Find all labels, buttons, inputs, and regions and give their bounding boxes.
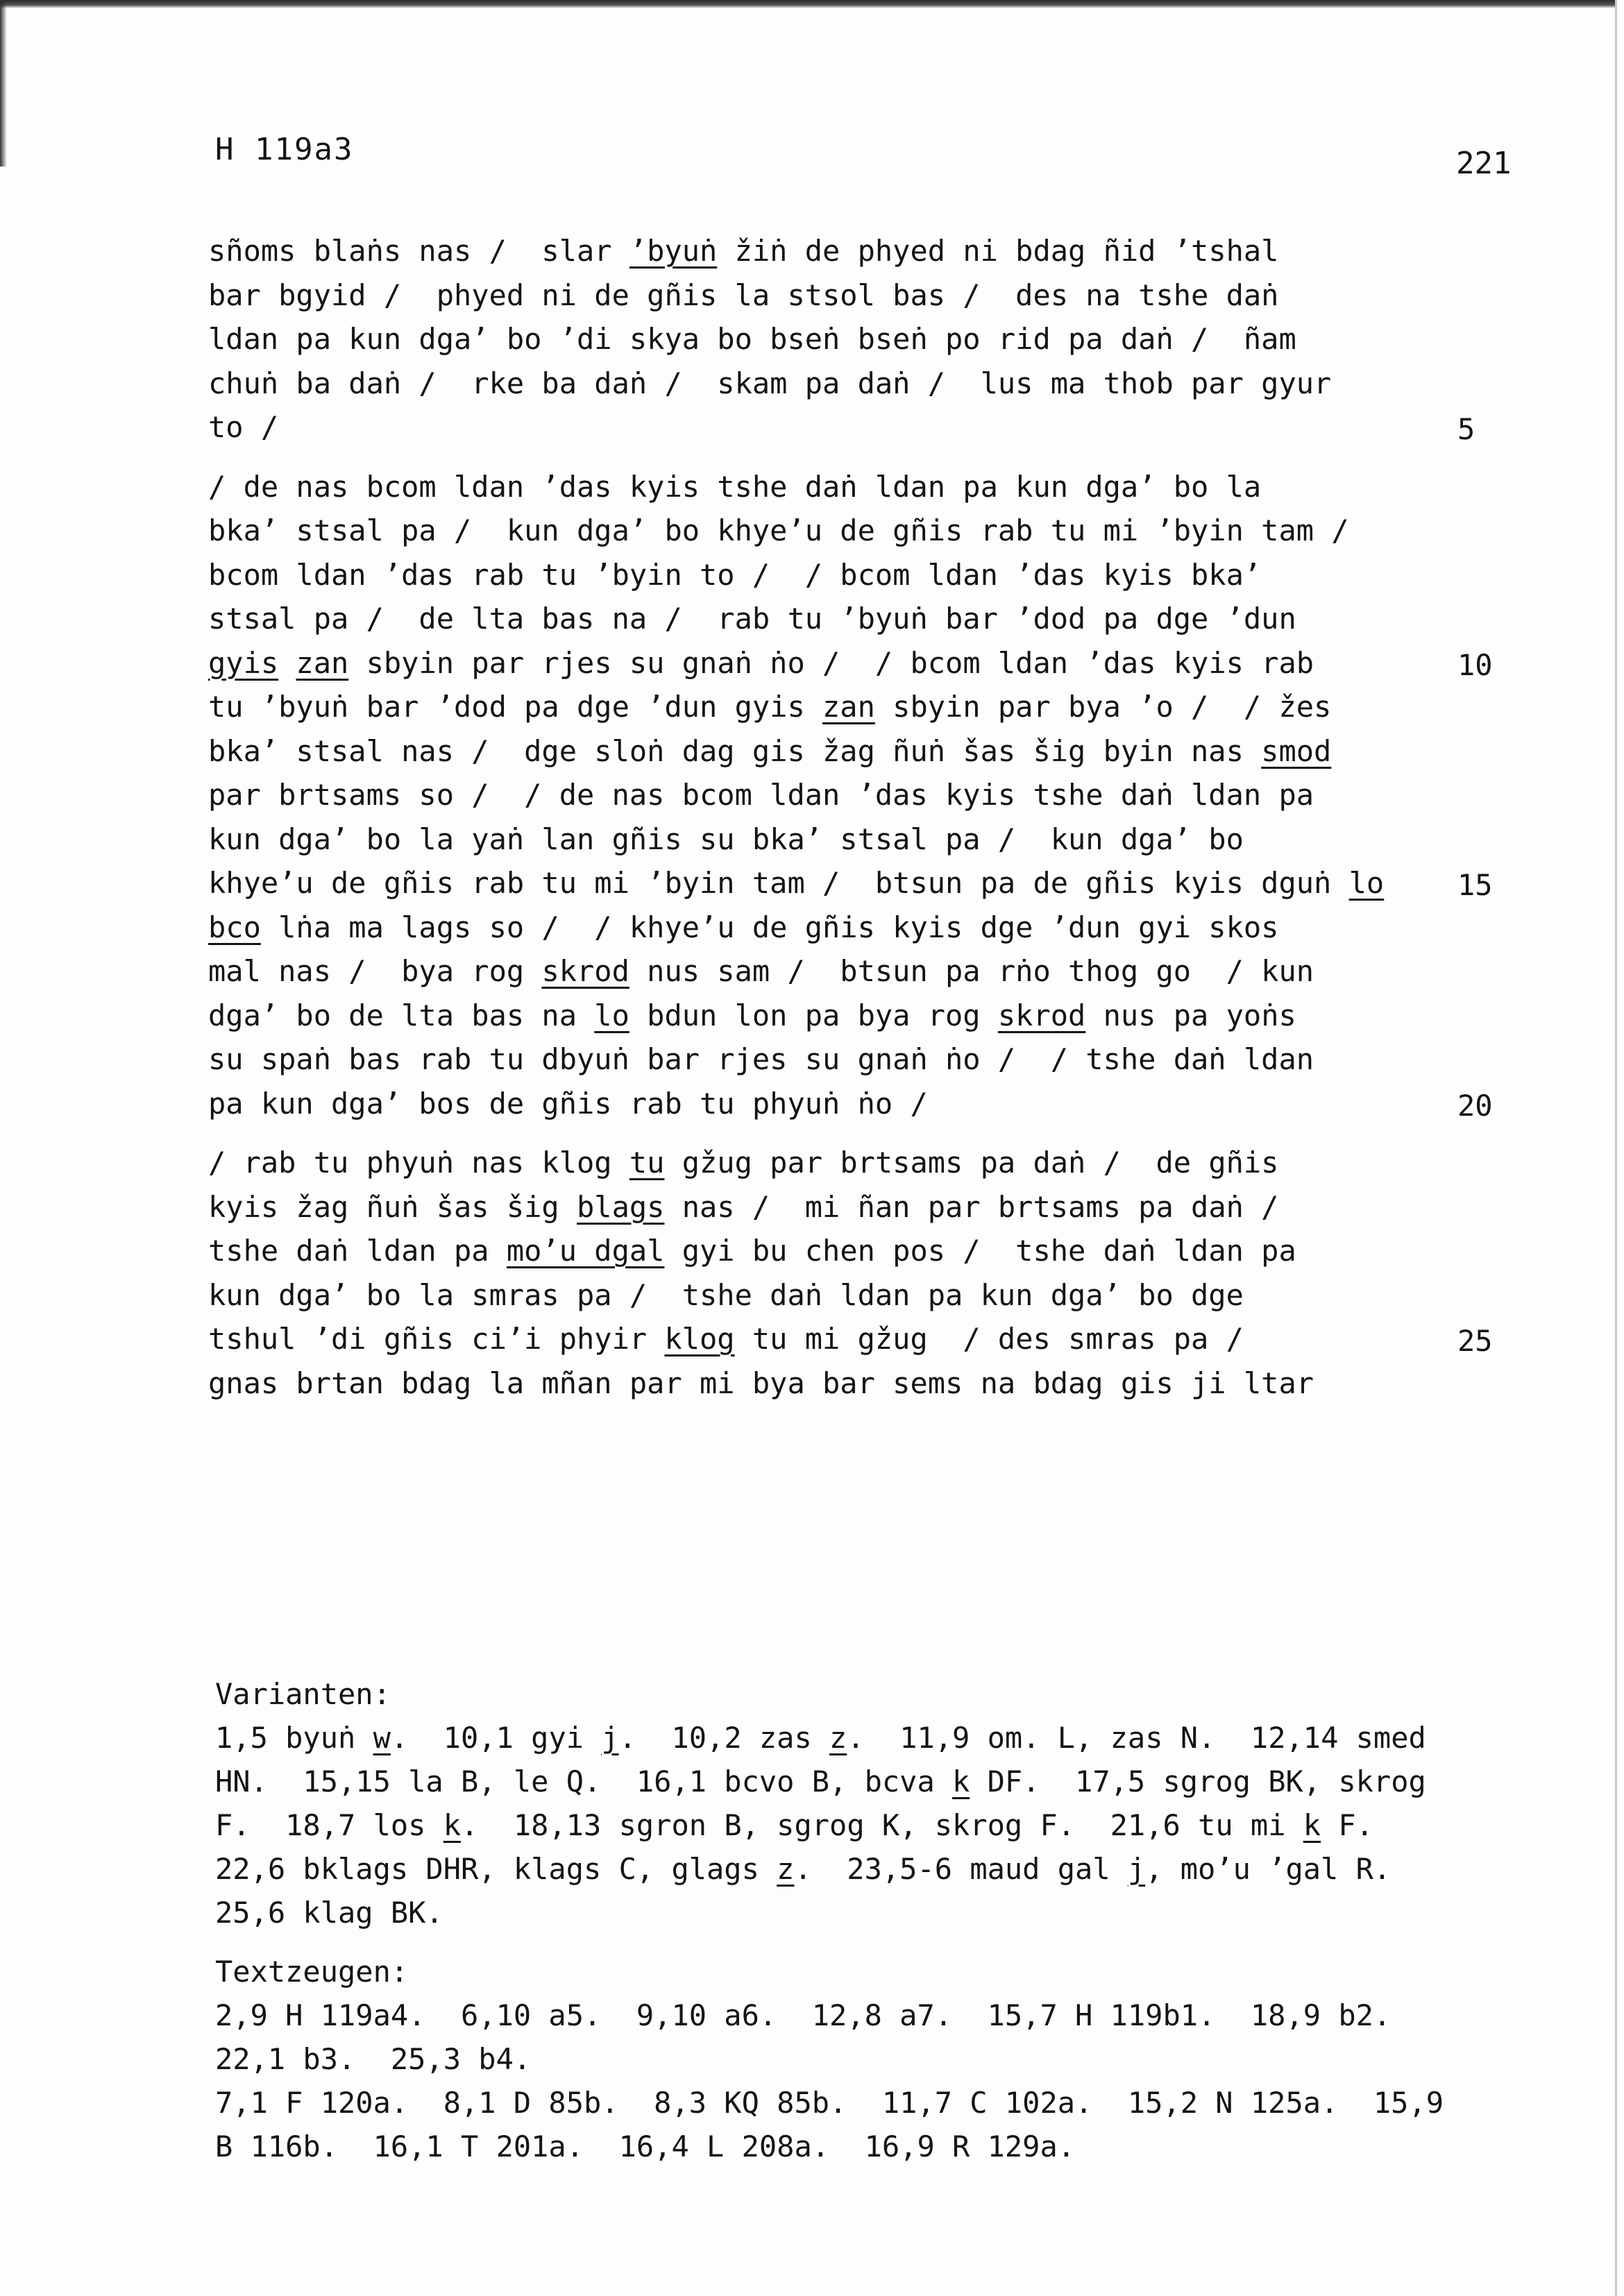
text-segment: . 11,9 om. L, zas N. 12,14 smed: [847, 1721, 1426, 1755]
text-segment: 22,1 b3. 25,3 b4.: [215, 2042, 532, 2076]
variant-line: [215, 1760, 1534, 1803]
paragraph: [208, 229, 1430, 450]
witness-line: [215, 2081, 1534, 2125]
scan-edge-top: [0, 0, 1617, 8]
text-segment: bka’ stsal pa / kun dga’ bo khye’u de gñis rab tu mi ’byin tam /: [208, 513, 1349, 547]
line-number: 20: [1457, 1088, 1493, 1123]
variant-line: [215, 1803, 1534, 1847]
text-line: [208, 905, 1430, 950]
text-segment: . 18,13 sgron B, sgrog K, skrog F. 21,6 tu mi: [461, 1808, 1303, 1842]
text-line: [208, 597, 1430, 641]
paragraph: [208, 1141, 1430, 1405]
text-segment: dga’ bo de lta bas na: [208, 998, 595, 1032]
text-segment: . 23,5-6 maud gal: [794, 1852, 1128, 1886]
text-segment: / rab tu phyuṅ nas klog: [208, 1146, 629, 1180]
text-line: [208, 229, 1430, 273]
underlined-word: j: [601, 1721, 619, 1755]
text-line: [208, 1361, 1430, 1406]
text-segment: lṅa ma lags so / / khye’u de gñis kyis dge ’dun gyi skos: [260, 910, 1279, 944]
variant-line: [215, 1891, 1534, 1934]
text-line: [208, 685, 1430, 729]
text-segment: bcom ldan ’das rab tu ’byin to / / bcom ldan ’das kyis bka’: [208, 557, 1262, 592]
text-segment: F. 18,7 los: [215, 1808, 443, 1842]
text-line: [208, 405, 1430, 450]
line-number: 15: [1457, 868, 1493, 902]
text-segment: bka’ stsal nas / dge sloṅ dag gis žag ñuṅ šas šig byin nas: [208, 733, 1262, 768]
line-number: 10: [1457, 647, 1493, 682]
text-segment: sñoms blaṅs nas / slar: [208, 234, 629, 268]
scan-edge-left: [0, 0, 7, 167]
underlined-word: bco: [208, 910, 261, 944]
text-line: [208, 641, 1430, 686]
text-segment: ldan pa kun dga’ bo ’di skya bo bseṅ bseṅ po rid pa daṅ / ñam: [208, 322, 1296, 356]
text-line: [208, 994, 1430, 1038]
underlined-word: zan: [822, 690, 875, 724]
text-line: [208, 1141, 1430, 1185]
text-segment: pa kun dga’ bos de gñis rab tu phyuṅ ṅo /: [208, 1086, 928, 1121]
witnesses-lines: [215, 1993, 1534, 2168]
witness-line: [215, 2125, 1534, 2168]
underlined-word: zan: [296, 645, 349, 680]
line-number: 5: [1457, 412, 1475, 446]
underlined-word: skrod: [997, 998, 1086, 1032]
text-line: [208, 1229, 1430, 1273]
text-segment: gžug par brtsams pa daṅ / de gñis: [664, 1146, 1279, 1180]
witness-line: [215, 2037, 1534, 2081]
variant-line: [215, 1847, 1534, 1891]
text-segment: su spaṅ bas rab tu dbyuṅ bar rjes su gnaṅ ṅo / / tshe daṅ ldan: [208, 1042, 1314, 1076]
underlined-word: w: [373, 1721, 391, 1755]
text-segment: kyis žag ñuṅ šas šig: [208, 1189, 577, 1224]
text-segment: gnas brtan bdag la mñan par mi bya bar sems na bdag gis ji ltar: [208, 1366, 1314, 1400]
text-line: [208, 949, 1430, 994]
text-segment: bdun lon pa bya rog: [629, 998, 998, 1032]
text-line: [208, 273, 1430, 318]
underlined-word: blags: [577, 1189, 665, 1224]
text-segment: chuṅ ba daṅ / rke ba daṅ / skam pa daṅ / lus ma thob par gyur: [208, 366, 1332, 400]
variants-lines: [215, 1716, 1534, 1934]
text-segment: DF. 17,5 sgrog BK, skrog: [970, 1764, 1426, 1798]
underlined-word: ’byuṅ: [629, 234, 718, 268]
apparatus: [215, 1672, 1534, 2184]
text-line: [208, 729, 1430, 774]
text-segment: nus pa yoṅs: [1085, 998, 1296, 1032]
text-segment: tu mi gžug / des smras pa /: [734, 1322, 1244, 1356]
underlined-word: skrod: [541, 954, 629, 988]
underlined-word: gyis: [208, 645, 279, 680]
text-line: [208, 1273, 1430, 1318]
text-line: [208, 773, 1430, 817]
line-number: 25: [1457, 1324, 1493, 1358]
variants-section: [215, 1672, 1534, 1934]
underlined-word: k: [1303, 1808, 1321, 1842]
text-segment: mal nas / bya rog: [208, 954, 542, 988]
text-segment: stsal pa / de lta bas na / rab tu ’byuṅ bar ’dod pa dge ’dun: [208, 602, 1296, 636]
text-line: [208, 362, 1430, 406]
text-segment: žiṅ de phyed ni bdag ñid ’tshal: [717, 234, 1279, 268]
scan-edge-right: [1615, 0, 1617, 2296]
text-line: [208, 1037, 1430, 1082]
underlined-word: k: [443, 1808, 462, 1842]
text-segment: 1,5 byuṅ: [215, 1721, 373, 1755]
underlined-word: klog: [664, 1322, 735, 1356]
variant-line: [215, 1716, 1534, 1760]
text-segment: tu ’byuṅ bar ’dod pa dge ’dun gyis: [208, 690, 823, 724]
page-number: 221: [1456, 146, 1512, 181]
underlined-word: j: [1127, 1852, 1146, 1886]
text-segment: kun dga’ bo la smras pa / tshe daṅ ldan pa kun dga’ bo dge: [208, 1277, 1244, 1312]
text-segment: nas / mi ñan par brtsams pa daṅ /: [664, 1189, 1279, 1224]
text-segment: HN. 15,15 la B, le Q. 16,1 bcvo B, bcva: [215, 1764, 953, 1798]
text-segment: gyi bu chen pos / tshe daṅ ldan pa: [664, 1234, 1296, 1268]
underlined-word: z: [829, 1721, 847, 1755]
text-segment: par brtsams so / / de nas bcom ldan ’das kyis tshe daṅ ldan pa: [208, 778, 1314, 812]
underlined-word: smod: [1261, 733, 1332, 768]
text-segment: , mo’u ’gal R.: [1145, 1852, 1392, 1886]
text-segment: sbyin par rjes su gnaṅ ṅo / / bcom ldan ’das kyis rab: [348, 645, 1314, 680]
underlined-word: tu: [629, 1146, 665, 1180]
underlined-word: mo’u dgal: [506, 1234, 665, 1268]
text-segment: 2,9 H 119a4. 6,10 a5. 9,10 a6. 12,8 a7. 15,7 H 119b1. 18,9 b2.: [215, 1998, 1392, 2032]
text-segment: bar bgyid / phyed ni de gñis la stsol bas / des na tshe daṅ: [208, 278, 1279, 312]
main-text: [208, 229, 1430, 1405]
text-line: [208, 465, 1430, 509]
witness-line: [215, 1993, 1534, 2037]
text-segment: kun dga’ bo la yaṅ lan gñis su bka’ stsal pa / kun dga’ bo: [208, 822, 1244, 856]
text-segment: F.: [1321, 1808, 1373, 1842]
paragraph: [208, 465, 1430, 1126]
text-line: [208, 553, 1430, 597]
text-segment: 7,1 F 120a. 8,1 D 85b. 8,3 KQ 85b. 11,7 C 102a. 15,2 N 125a. 15,9: [215, 2086, 1444, 2120]
text-segment: 22,6 bklags DHR, klags C, glags: [215, 1852, 777, 1886]
text-line: [208, 861, 1430, 905]
underlined-word: lo: [594, 998, 629, 1032]
text-line: [208, 509, 1430, 553]
text-line: [208, 1317, 1430, 1361]
variants-heading: Varianten:: [215, 1677, 391, 1711]
text-segment: khye’u de gñis rab tu mi ’byin tam / btsun pa de gñis kyis dguṅ: [208, 866, 1349, 900]
underlined-word: z: [777, 1852, 795, 1886]
text-segment: . 10,1 gyi: [390, 1721, 602, 1755]
text-line: [208, 817, 1430, 862]
underlined-word: lo: [1348, 866, 1385, 900]
text-segment: nus sam / btsun pa rṅo thog go / kun: [629, 954, 1314, 988]
running-head: H 119a3: [215, 132, 354, 167]
text-segment: / de nas bcom ldan ’das kyis tshe daṅ ldan pa kun dga’ bo la: [208, 469, 1262, 504]
text-segment: tshul ’di gñis ci’i phyir: [208, 1322, 665, 1356]
text-segment: . 10,2 zas: [618, 1721, 830, 1755]
text-line: [208, 1185, 1430, 1230]
text-segment: B 116b. 16,1 T 201a. 16,4 L 208a. 16,9 R 129a.: [215, 2129, 1076, 2163]
text-segment: sbyin par bya ’o / / žes: [874, 690, 1332, 724]
witnesses-section: [215, 1950, 1534, 2168]
text-segment: 25,6 klag BK.: [215, 1896, 443, 1930]
text-line: [208, 1082, 1430, 1126]
witnesses-heading: Textzeugen:: [215, 1955, 409, 1989]
text-segment: to /: [208, 410, 279, 444]
text-segment: tshe daṅ ldan pa: [208, 1234, 507, 1268]
text-line: [208, 317, 1430, 362]
text-segment: [278, 646, 296, 680]
underlined-word: k: [952, 1764, 970, 1798]
